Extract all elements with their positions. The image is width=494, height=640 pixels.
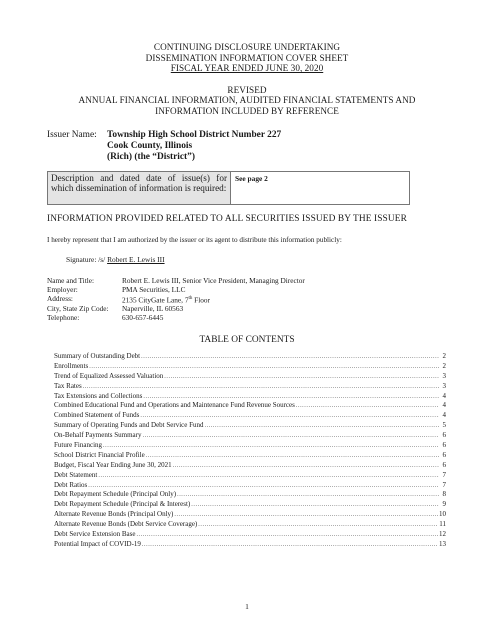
toc-entry-title: Debt Repayment Schedule (Principal & Interest)	[54, 500, 191, 509]
toc-entry-title: Debt Ratios	[54, 480, 88, 489]
toc-entry	[54, 540, 446, 550]
toc-entry-title: Alternate Revenue Bonds (Principal Only)	[54, 510, 174, 519]
toc-leader-dots	[143, 432, 440, 442]
toc-entry-title: Debt Statement	[54, 470, 98, 479]
address-superscript: th	[188, 296, 193, 302]
toc-entry	[54, 401, 446, 411]
toc-entry	[54, 382, 446, 392]
address-text: 2135 CityGate Lane, 7	[122, 295, 189, 305]
toc-entry-page: 12	[439, 530, 446, 539]
contact-value: Robert E. Lewis III, Senior Vice President, Managing Director	[122, 276, 305, 285]
header-included-by-reference: INFORMATION INCLUDED BY REFERENCE	[155, 105, 339, 116]
toc-leader-dots	[198, 521, 438, 531]
toc-entry-page: 2	[442, 352, 446, 360]
toc-leader-dots	[141, 353, 439, 363]
contact-key: Employer:	[47, 285, 78, 295]
toc-entry-title: Combined Statement of Funds	[54, 411, 140, 420]
issuer-label: Issuer Name:	[47, 130, 97, 140]
toc-entry	[54, 431, 446, 441]
issuer-line: Township High School District Number 227	[107, 130, 282, 140]
signature-line	[66, 255, 165, 264]
toc-entry-page: 6	[442, 460, 446, 469]
toc-leader-dots	[103, 442, 439, 452]
toc-entry-title: Enrollments	[54, 361, 89, 370]
toc-entry	[54, 411, 446, 421]
toc-entry-page: 3	[442, 381, 446, 390]
toc-entry	[54, 362, 446, 372]
toc-leader-dots	[98, 472, 439, 482]
contact-key: Telephone:	[47, 312, 80, 322]
toc-entry-page: 11	[439, 520, 446, 529]
toc-entry-page: 6	[442, 431, 446, 440]
toc-entry-page: 13	[439, 539, 446, 548]
description-value-box: See page 2	[231, 171, 410, 205]
contact-key: Name and Title:	[47, 276, 95, 285]
issuer-value	[107, 130, 281, 163]
page-number: 1	[245, 602, 249, 611]
toc-entry-title: Combined Educational Fund and Operations and Maintenance Fund Revenue Sources	[54, 401, 295, 410]
toc-entry-title: Future Financing	[54, 441, 103, 450]
header-annual-info: ANNUAL FINANCIAL INFORMATION, AUDITED FINANCIAL STATEMENTS AND	[78, 95, 416, 106]
toc-entry-title: School District Financial Profile	[54, 450, 145, 459]
toc-entry-page: 3	[442, 371, 446, 380]
toc-leader-dots	[136, 531, 438, 541]
signature-prefix: /s/	[98, 255, 106, 264]
toc-entry-page: 7	[442, 480, 446, 489]
toc-entry-title: Summary of Outstanding Debt	[54, 352, 141, 360]
toc-entry-title: Tax Extensions and Collections	[54, 391, 143, 400]
table-of-contents	[54, 352, 446, 550]
contact-key: Address:	[47, 294, 73, 304]
toc-entry-title: On-Behalf Payments Summary	[54, 431, 142, 440]
toc-entry	[54, 461, 446, 471]
toc-entry	[54, 500, 446, 510]
contact-value: Naperville, IL 60563	[122, 303, 184, 313]
toc-entry-title: Budget, Fiscal Year Ending June 30, 2021	[54, 460, 172, 469]
toc-leader-dots	[177, 491, 439, 501]
toc-leader-dots	[205, 422, 439, 432]
toc-leader-dots	[296, 402, 439, 412]
toc-entry-title: Debt Service Extension Base	[54, 530, 136, 539]
toc-entry-page: 9	[442, 500, 446, 509]
toc-entry	[54, 392, 446, 402]
toc-leader-dots	[174, 511, 438, 521]
issuer-line: Cook County, Illinois	[107, 141, 193, 151]
toc-leader-dots	[142, 541, 438, 551]
toc-entry	[54, 451, 446, 461]
section-heading: INFORMATION PROVIDED RELATED TO ALL SECURITIES ISSUED BY THE ISSUER	[47, 214, 407, 224]
toc-entry	[54, 352, 446, 362]
toc-leader-dots	[164, 373, 439, 383]
toc-leader-dots	[173, 462, 439, 472]
header-revised: REVISED	[227, 84, 267, 95]
toc-entry	[54, 481, 446, 491]
toc-entry	[54, 372, 446, 382]
toc-entry-page: 6	[442, 441, 446, 450]
toc-entry	[54, 441, 446, 451]
signature-name: Robert E. Lewis III	[107, 255, 165, 264]
description-label-box: Description and dated date of issue(s) for which dissemination of information is required:	[47, 171, 231, 205]
toc-entry-page: 10	[439, 510, 446, 519]
toc-entry-title: Potential Impact of COVID-19	[54, 539, 141, 548]
header-title: CONTINUING DISCLOSURE UNDERTAKING	[153, 42, 341, 52]
representation-statement: I hereby represent that I am authorized by the issuer or its agent to distribute this information publicly:	[47, 236, 342, 244]
header-fiscal-year	[0, 63, 494, 74]
toc-entry-page: 5	[442, 421, 446, 430]
address-suffix: Floor	[192, 295, 210, 305]
toc-entry	[54, 421, 446, 431]
toc-entry	[54, 530, 446, 540]
toc-entry-page: 4	[442, 411, 446, 420]
toc-leader-dots	[146, 452, 439, 462]
toc-entry	[54, 490, 446, 500]
toc-entry-page: 8	[442, 490, 446, 499]
toc-leader-dots	[191, 501, 439, 511]
toc-entry-page: 6	[442, 450, 446, 459]
toc-entry-title: Trend of Equalized Assessed Valuation	[54, 371, 164, 380]
toc-entry-title: Debt Repayment Schedule (Principal Only)	[54, 490, 177, 499]
toc-entry-title: Alternate Revenue Bonds (Debt Service Coverage)	[54, 520, 198, 529]
toc-entry	[54, 471, 446, 481]
contact-key: City, State Zip Code:	[47, 303, 109, 313]
toc-entry	[54, 520, 446, 530]
toc-entry-page: 4	[442, 391, 446, 400]
header-subtitle: DISSEMINATION INFORMATION COVER SHEET	[145, 52, 349, 63]
signature-label: Signature:	[66, 255, 97, 264]
toc-entry-title: Summary of Operating Funds and Debt Service Fund	[54, 421, 204, 430]
toc-entry	[54, 510, 446, 520]
toc-entry-title: Tax Rates	[54, 381, 82, 390]
fiscal-year-text: FISCAL YEAR ENDED JUNE 30, 2020	[170, 63, 324, 74]
toc-title: TABLE OF CONTENTS	[199, 335, 295, 345]
issuer-line: (Rich) (the “District”)	[107, 152, 195, 162]
contact-value: PMA Securities, LLC	[122, 285, 186, 295]
toc-entry-page: 2	[442, 361, 446, 370]
toc-entry-page: 7	[442, 470, 446, 479]
contact-value: 630-657-6445	[122, 312, 164, 322]
toc-entry-page: 4	[442, 401, 446, 410]
